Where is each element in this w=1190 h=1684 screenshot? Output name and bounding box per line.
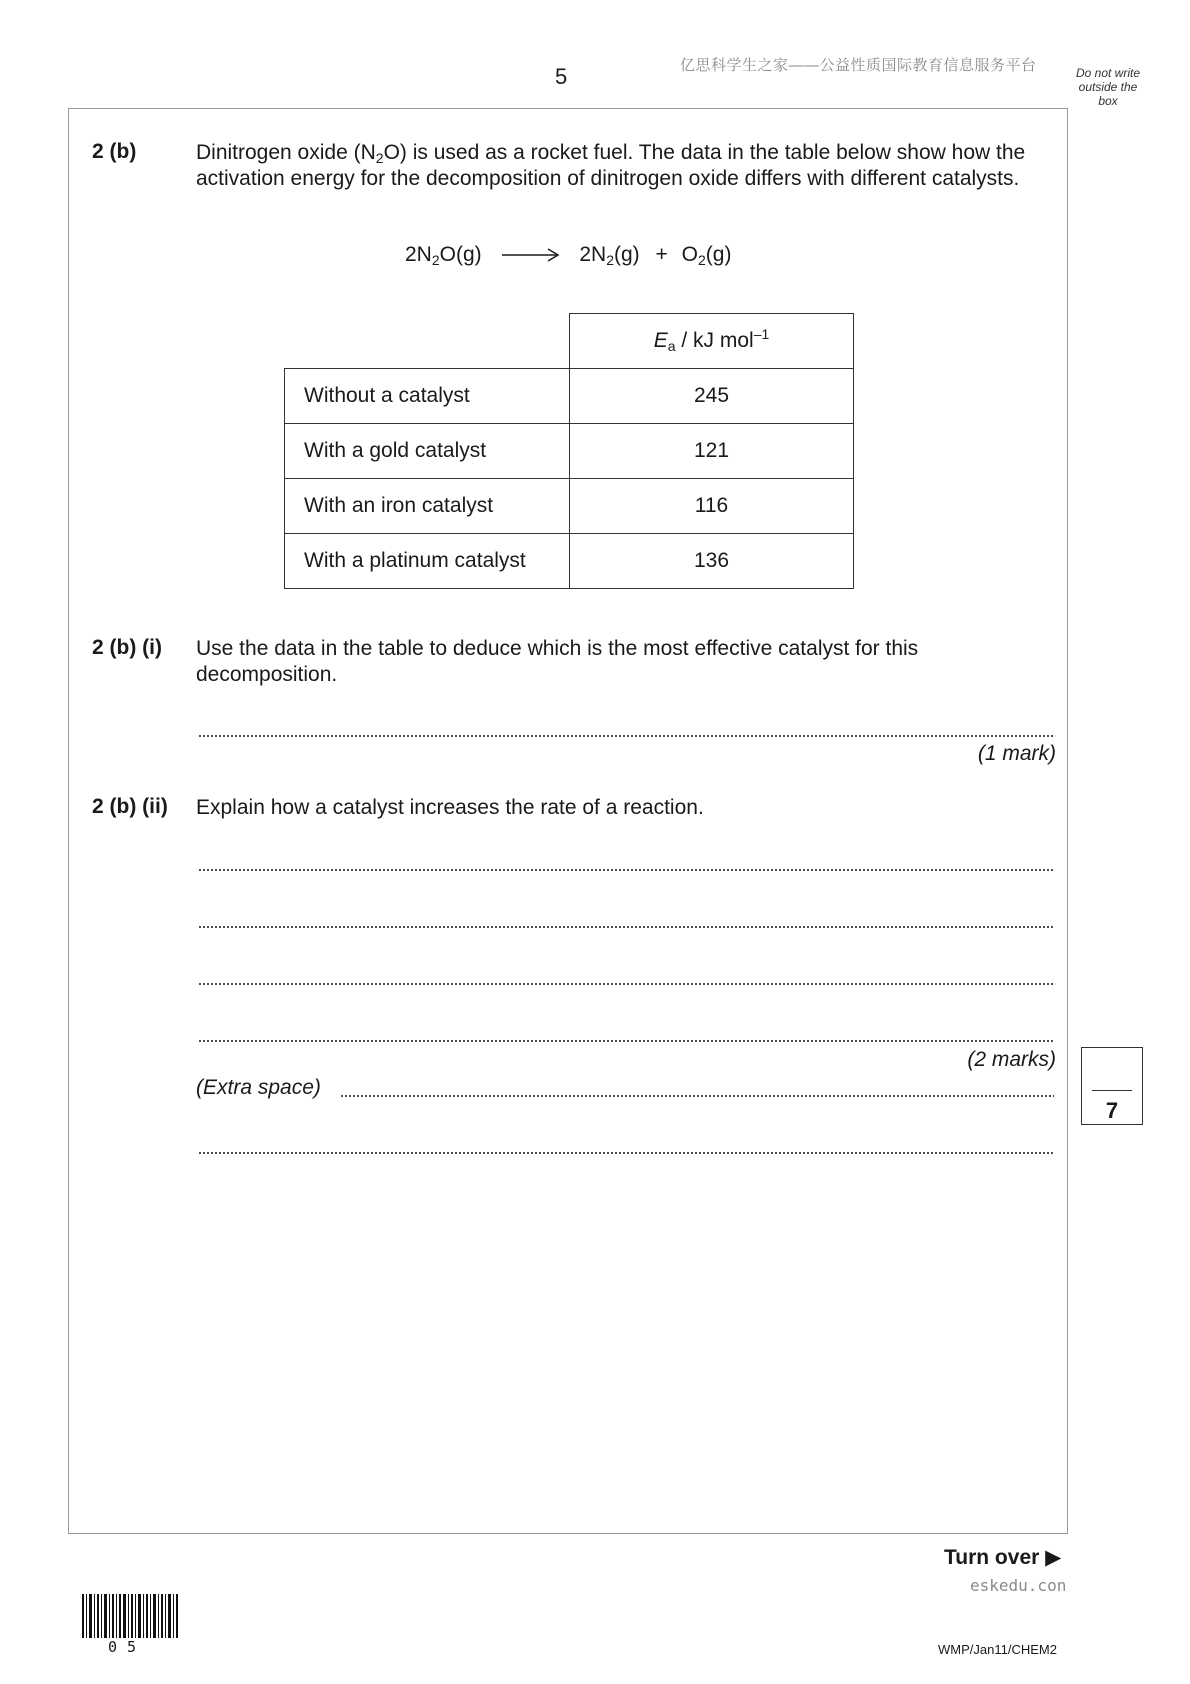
question-number-2bi: 2 (b) (i)	[92, 636, 162, 659]
marks-label-2bii: (2 marks)	[967, 1048, 1056, 1071]
table-cell-label: With a platinum catalyst	[285, 534, 570, 589]
answer-line[interactable]	[198, 734, 1054, 738]
answer-line[interactable]	[198, 868, 1054, 872]
reaction-arrow-icon	[502, 248, 560, 262]
question-number-2bii: 2 (b) (ii)	[92, 795, 168, 818]
answer-line[interactable]	[198, 925, 1054, 929]
question-number-2b: 2 (b)	[92, 140, 137, 163]
barcode-icon	[82, 1594, 178, 1638]
answer-line[interactable]	[340, 1094, 1054, 1098]
paper-code: WMP/Jan11/CHEM2	[938, 1642, 1057, 1657]
site-text: eskedu.con	[970, 1576, 1067, 1595]
table-row	[285, 369, 854, 424]
watermark-text: 亿思科学生之家——公益性质国际教育信息服务平台	[680, 57, 1037, 74]
question-text-2b: Dinitrogen oxide $(N_2O)$ is used as a rocket fuel. The data in the table below show how the activation energy for the decomposition of dinitrogen oxide differs with different catalysts.	[196, 141, 1026, 190]
table-row	[285, 534, 854, 589]
table-header-blank	[285, 314, 570, 369]
page-number: 5	[555, 64, 568, 89]
table-cell-label: Without a catalyst	[285, 369, 570, 424]
chemical-equation: $2N_2O(g) 2N_2(g) + O_2(g)$	[405, 243, 732, 268]
table-cell-label: With an iron catalyst	[285, 479, 570, 534]
table-cell-label: With a gold catalyst	[285, 424, 570, 479]
table-row	[285, 424, 854, 479]
score-value: 7	[1105, 1098, 1119, 1123]
table-cell-value: 136	[570, 534, 854, 589]
barcode-number: 05	[108, 1638, 147, 1656]
question-text-2bi: Use the data in the table to deduce which is the most effective catalyst for this decomposition.	[196, 637, 919, 686]
table-row	[285, 479, 854, 534]
table-cell-value: 121	[570, 424, 854, 479]
extra-space-label: (Extra space)	[196, 1076, 321, 1099]
margin-note: Do not write outside the box	[1075, 66, 1141, 108]
answer-line[interactable]	[198, 1039, 1054, 1043]
answer-line[interactable]	[198, 982, 1054, 986]
question-text-2bii: Explain how a catalyst increases the rate of a reaction.	[196, 796, 704, 819]
table-cell-value: 245	[570, 369, 854, 424]
activation-energy-table	[284, 313, 854, 589]
score-divider	[1092, 1090, 1132, 1091]
turn-over-label: Turn over ▶	[944, 1546, 1062, 1569]
marks-label-2bi: (1 mark)	[977, 742, 1056, 765]
answer-line[interactable]	[198, 1151, 1054, 1155]
table-header-ea: $E_a$ / kJ mol$^{-1}$	[570, 314, 854, 369]
score-box	[1081, 1047, 1143, 1125]
table-cell-value: 116	[570, 479, 854, 534]
table-header-row	[285, 314, 854, 369]
